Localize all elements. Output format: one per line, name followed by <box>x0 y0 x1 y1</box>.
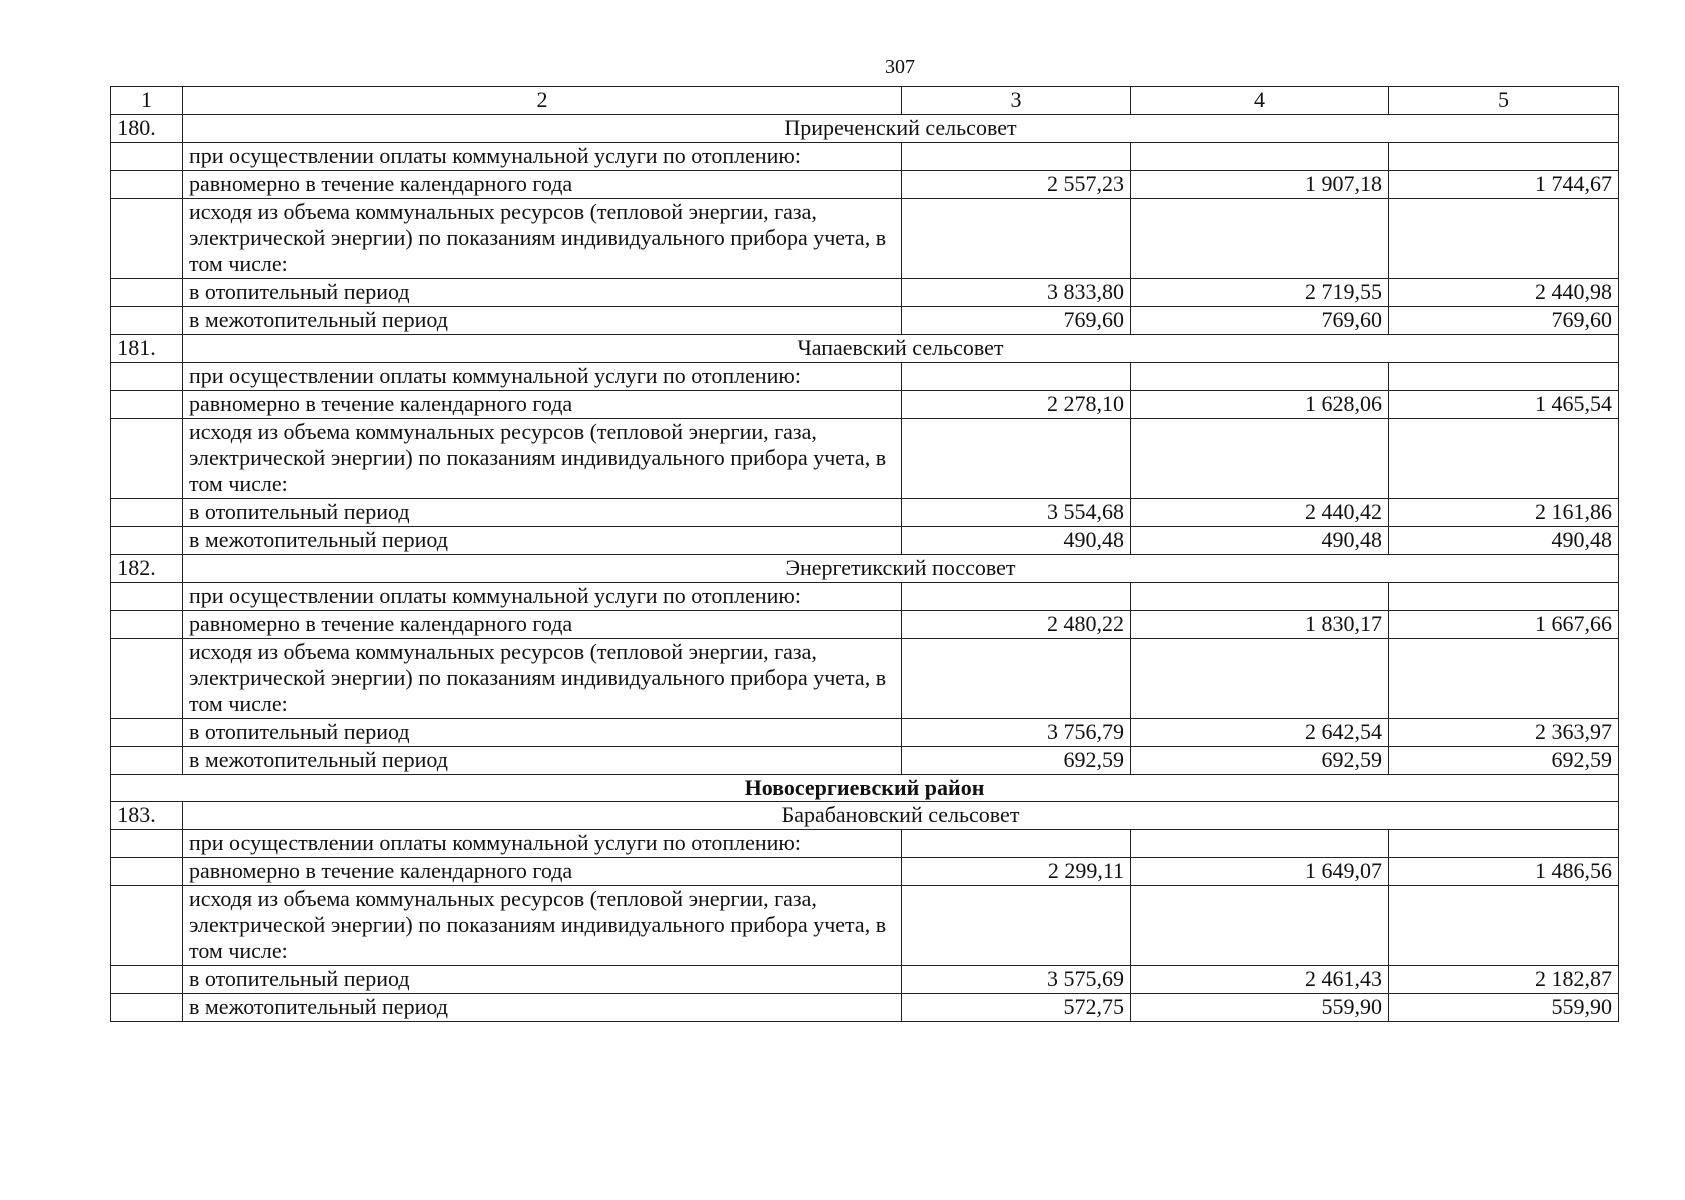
value-cell-v4 <box>1131 886 1389 966</box>
value-cell-v3: 2 480,22 <box>902 611 1131 639</box>
value-cell-v5: 490,48 <box>1389 527 1619 555</box>
value-cell-v3: 572,75 <box>902 994 1131 1022</box>
empty-number-cell <box>111 747 183 775</box>
empty-number-cell <box>111 279 183 307</box>
row-label: исходя из объема коммунальных ресурсов (тепловой энергии, газа, электрической энергии) по показаниям индивидуального прибора учета, в том числе: <box>183 886 902 966</box>
table-row <box>111 391 1619 419</box>
row-label: в межотопительный период <box>183 747 902 775</box>
empty-number-cell <box>111 611 183 639</box>
row-label: исходя из объема коммунальных ресурсов (тепловой энергии, газа, электрической энергии) по показаниям индивидуального прибора учета, в том числе: <box>183 639 902 719</box>
row-label: исходя из объема коммунальных ресурсов (тепловой энергии, газа, электрической энергии) по показаниям индивидуального прибора учета, в том числе: <box>183 419 902 499</box>
value-cell-v4 <box>1131 199 1389 279</box>
value-cell-v3: 3 756,79 <box>902 719 1131 747</box>
empty-number-cell <box>111 639 183 719</box>
row-label: при осуществлении оплаты коммунальной услуги по отоплению: <box>183 583 902 611</box>
value-cell-v4 <box>1131 143 1389 171</box>
value-cell-v5 <box>1389 143 1619 171</box>
table-row <box>111 583 1619 611</box>
value-cell-v3 <box>902 199 1131 279</box>
empty-number-cell <box>111 858 183 886</box>
value-cell-v3 <box>902 639 1131 719</box>
section-title: Приреченский сельсовет <box>183 115 1619 143</box>
section-title: Чапаевский сельсовет <box>183 335 1619 363</box>
value-cell-v4: 1 628,06 <box>1131 391 1389 419</box>
district-heading: Новосергиевский район <box>111 775 1619 802</box>
section-header-row <box>111 555 1619 583</box>
value-cell-v4 <box>1131 363 1389 391</box>
table-row <box>111 307 1619 335</box>
table-row <box>111 747 1619 775</box>
value-cell-v5 <box>1389 830 1619 858</box>
value-cell-v5: 1 486,56 <box>1389 858 1619 886</box>
value-cell-v3: 2 278,10 <box>902 391 1131 419</box>
value-cell-v3: 2 557,23 <box>902 171 1131 199</box>
table-row <box>111 719 1619 747</box>
value-cell-v5: 2 182,87 <box>1389 966 1619 994</box>
row-label: равномерно в течение календарного года <box>183 391 902 419</box>
tariff-table <box>110 86 1619 1022</box>
value-cell-v5 <box>1389 363 1619 391</box>
row-label: равномерно в течение календарного года <box>183 171 902 199</box>
empty-number-cell <box>111 419 183 499</box>
row-label: в отопительный период <box>183 279 902 307</box>
value-cell-v5 <box>1389 639 1619 719</box>
value-cell-v3: 692,59 <box>902 747 1131 775</box>
table-row <box>111 994 1619 1022</box>
table-row <box>111 527 1619 555</box>
value-cell-v4 <box>1131 583 1389 611</box>
table-row <box>111 886 1619 966</box>
value-cell-v4: 2 719,55 <box>1131 279 1389 307</box>
value-cell-v3: 490,48 <box>902 527 1131 555</box>
value-cell-v3: 769,60 <box>902 307 1131 335</box>
table-row <box>111 966 1619 994</box>
value-cell-v4: 1 649,07 <box>1131 858 1389 886</box>
empty-number-cell <box>111 199 183 279</box>
section-number: 181. <box>111 335 183 363</box>
column-header: 1 <box>111 87 183 115</box>
table-row <box>111 639 1619 719</box>
row-label: в отопительный период <box>183 719 902 747</box>
district-heading-row <box>111 775 1619 802</box>
value-cell-v3: 3 575,69 <box>902 966 1131 994</box>
value-cell-v5 <box>1389 199 1619 279</box>
value-cell-v5: 2 161,86 <box>1389 499 1619 527</box>
table-row <box>111 363 1619 391</box>
section-header-row <box>111 115 1619 143</box>
value-cell-v5: 2 440,98 <box>1389 279 1619 307</box>
value-cell-v5: 1 465,54 <box>1389 391 1619 419</box>
value-cell-v3 <box>902 363 1131 391</box>
value-cell-v5: 692,59 <box>1389 747 1619 775</box>
empty-number-cell <box>111 499 183 527</box>
value-cell-v5: 769,60 <box>1389 307 1619 335</box>
row-label: равномерно в течение календарного года <box>183 611 902 639</box>
empty-number-cell <box>111 307 183 335</box>
value-cell-v3: 3 554,68 <box>902 499 1131 527</box>
empty-number-cell <box>111 363 183 391</box>
column-header: 4 <box>1131 87 1389 115</box>
value-cell-v4: 2 642,54 <box>1131 719 1389 747</box>
empty-number-cell <box>111 527 183 555</box>
table-row <box>111 830 1619 858</box>
row-label: равномерно в течение календарного года <box>183 858 902 886</box>
value-cell-v4 <box>1131 830 1389 858</box>
column-header: 5 <box>1389 87 1619 115</box>
column-header: 3 <box>902 87 1131 115</box>
value-cell-v4: 1 907,18 <box>1131 171 1389 199</box>
empty-number-cell <box>111 966 183 994</box>
value-cell-v5 <box>1389 419 1619 499</box>
value-cell-v5: 1 667,66 <box>1389 611 1619 639</box>
row-label: при осуществлении оплаты коммунальной услуги по отоплению: <box>183 143 902 171</box>
empty-number-cell <box>111 886 183 966</box>
value-cell-v4 <box>1131 639 1389 719</box>
empty-number-cell <box>111 719 183 747</box>
value-cell-v3: 3 833,80 <box>902 279 1131 307</box>
empty-number-cell <box>111 583 183 611</box>
section-header-row <box>111 802 1619 830</box>
row-label: при осуществлении оплаты коммунальной услуги по отоплению: <box>183 830 902 858</box>
section-number: 182. <box>111 555 183 583</box>
row-label: в межотопительный период <box>183 994 902 1022</box>
value-cell-v3 <box>902 886 1131 966</box>
row-label: в межотопительный период <box>183 307 902 335</box>
table-row <box>111 171 1619 199</box>
value-cell-v5: 559,90 <box>1389 994 1619 1022</box>
empty-number-cell <box>111 994 183 1022</box>
table-row <box>111 858 1619 886</box>
section-number: 180. <box>111 115 183 143</box>
row-label: в отопительный период <box>183 499 902 527</box>
value-cell-v4: 559,90 <box>1131 994 1389 1022</box>
value-cell-v4: 2 461,43 <box>1131 966 1389 994</box>
row-label: при осуществлении оплаты коммунальной услуги по отоплению: <box>183 363 902 391</box>
empty-number-cell <box>111 143 183 171</box>
column-header: 2 <box>183 87 902 115</box>
empty-number-cell <box>111 391 183 419</box>
value-cell-v4: 2 440,42 <box>1131 499 1389 527</box>
table-row <box>111 611 1619 639</box>
value-cell-v5: 1 744,67 <box>1389 171 1619 199</box>
column-header-row <box>111 87 1619 115</box>
value-cell-v4: 692,59 <box>1131 747 1389 775</box>
empty-number-cell <box>111 830 183 858</box>
section-title: Барабановский сельсовет <box>183 802 1619 830</box>
row-label: в отопительный период <box>183 966 902 994</box>
section-title: Энергетикский поссовет <box>183 555 1619 583</box>
value-cell-v5 <box>1389 583 1619 611</box>
table-row <box>111 499 1619 527</box>
page-number: 307 <box>885 56 915 78</box>
section-header-row <box>111 335 1619 363</box>
table-row <box>111 279 1619 307</box>
row-label: в межотопительный период <box>183 527 902 555</box>
table-row <box>111 419 1619 499</box>
value-cell-v5 <box>1389 886 1619 966</box>
value-cell-v4: 1 830,17 <box>1131 611 1389 639</box>
empty-number-cell <box>111 171 183 199</box>
value-cell-v4: 769,60 <box>1131 307 1389 335</box>
value-cell-v3 <box>902 583 1131 611</box>
value-cell-v4: 490,48 <box>1131 527 1389 555</box>
row-label: исходя из объема коммунальных ресурсов (тепловой энергии, газа, электрической энергии) по показаниям индивидуального прибора учета, в том числе: <box>183 199 902 279</box>
value-cell-v3 <box>902 419 1131 499</box>
value-cell-v5: 2 363,97 <box>1389 719 1619 747</box>
value-cell-v3 <box>902 830 1131 858</box>
table-row <box>111 143 1619 171</box>
section-number: 183. <box>111 802 183 830</box>
value-cell-v3 <box>902 143 1131 171</box>
value-cell-v3: 2 299,11 <box>902 858 1131 886</box>
table-row <box>111 199 1619 279</box>
value-cell-v4 <box>1131 419 1389 499</box>
